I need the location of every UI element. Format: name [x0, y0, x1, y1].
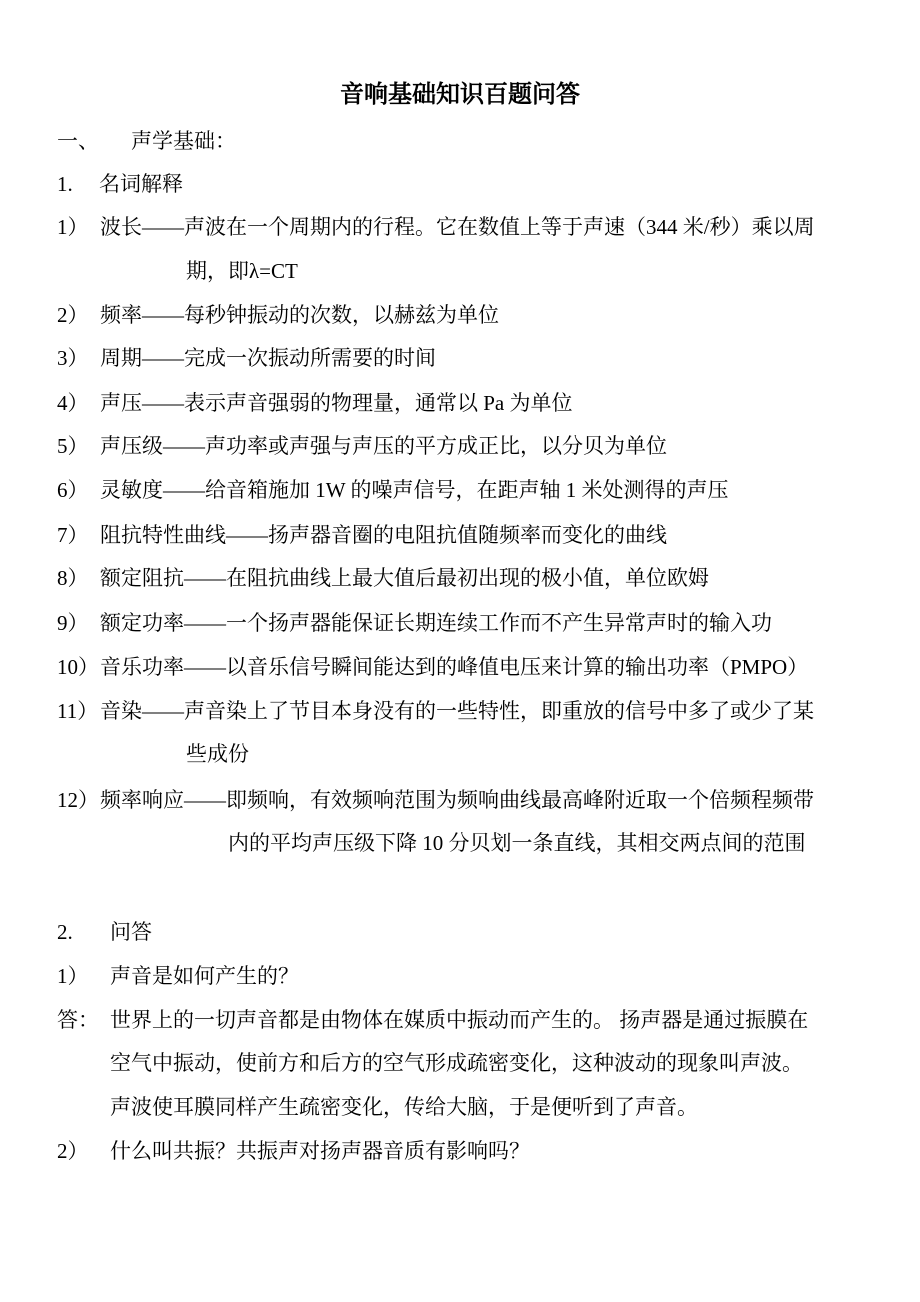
question-number: 1）: [57, 964, 89, 988]
term-text: 灵敏度——给音箱施加 1W 的噪声信号，在距声轴 1 米处测得的声压: [100, 478, 729, 502]
term-number: 6）: [57, 478, 89, 502]
page-title: 音响基础知识百题问答: [340, 82, 580, 108]
answer-line: 空气中振动，使前方和后方的空气形成疏密变化，这种波动的现象叫声波。: [110, 1051, 803, 1075]
question-text: 声音是如何产生的？: [110, 964, 299, 988]
term-text: 额定功率——一个扬声器能保证长期连续工作而不产生异常声时的输入功: [100, 611, 772, 635]
section-heading: 声学基础：: [131, 129, 236, 153]
term-number: 11）: [57, 699, 99, 723]
term-text: 阻抗特性曲线——扬声器音圈的电阻抗值随频率而变化的曲线: [100, 523, 667, 547]
part-heading: 问答: [110, 920, 152, 944]
term-text: 音染——声音染上了节目本身没有的一些特性，即重放的信号中多了或少了某: [100, 699, 814, 723]
part-number: 1.: [57, 172, 73, 196]
term-text: 频率——每秒钟振动的次数，以赫兹为单位: [100, 303, 499, 327]
term-number: 7）: [57, 523, 89, 547]
term-number: 2）: [57, 303, 89, 327]
term-continuation: 期，即λ=CT: [186, 259, 298, 283]
part-heading: 名词解释: [99, 172, 183, 196]
term-number: 12）: [57, 788, 99, 812]
term-text: 音乐功率——以音乐信号瞬间能达到的峰值电压来计算的输出功率（PMPO）: [100, 655, 809, 679]
term-text: 周期——完成一次振动所需要的时间: [100, 346, 436, 370]
term-number: 10）: [57, 655, 99, 679]
section-number: 一、: [57, 129, 99, 153]
term-continuation: 些成份: [186, 742, 249, 766]
answer-line: 世界上的一切声音都是由物体在媒质中振动而产生的。 扬声器是通过振膜在: [110, 1008, 809, 1032]
question-text: 什么叫共振？共振声对扬声器音质有影响吗？: [110, 1139, 530, 1163]
term-text: 频率响应——即频响，有效频响范围为频响曲线最高峰附近取一个倍频程频带: [100, 788, 814, 812]
term-continuation: 内的平均声压级下降 10 分贝划一条直线，其相交两点间的范围: [228, 831, 806, 855]
term-text: 额定阻抗——在阻抗曲线上最大值后最初出现的极小值，单位欧姆: [100, 566, 709, 590]
term-number: 1）: [57, 215, 89, 239]
answer-line: 声波使耳膜同样产生疏密变化，传给大脑，于是便听到了声音。: [110, 1095, 698, 1119]
term-number: 9）: [57, 611, 89, 635]
term-number: 5）: [57, 434, 89, 458]
term-text: 声压——表示声音强弱的物理量，通常以 Pa 为单位: [100, 391, 573, 415]
answer-label: 答：: [57, 1008, 99, 1032]
term-number: 3）: [57, 346, 89, 370]
question-number: 2）: [57, 1139, 89, 1163]
term-number: 4）: [57, 391, 89, 415]
part-number: 2.: [57, 920, 73, 944]
term-number: 8）: [57, 566, 89, 590]
term-text: 波长——声波在一个周期内的行程。它在数值上等于声速（344 米/秒）乘以周: [100, 215, 815, 239]
term-text: 声压级——声功率或声强与声压的平方成正比，以分贝为单位: [100, 434, 667, 458]
